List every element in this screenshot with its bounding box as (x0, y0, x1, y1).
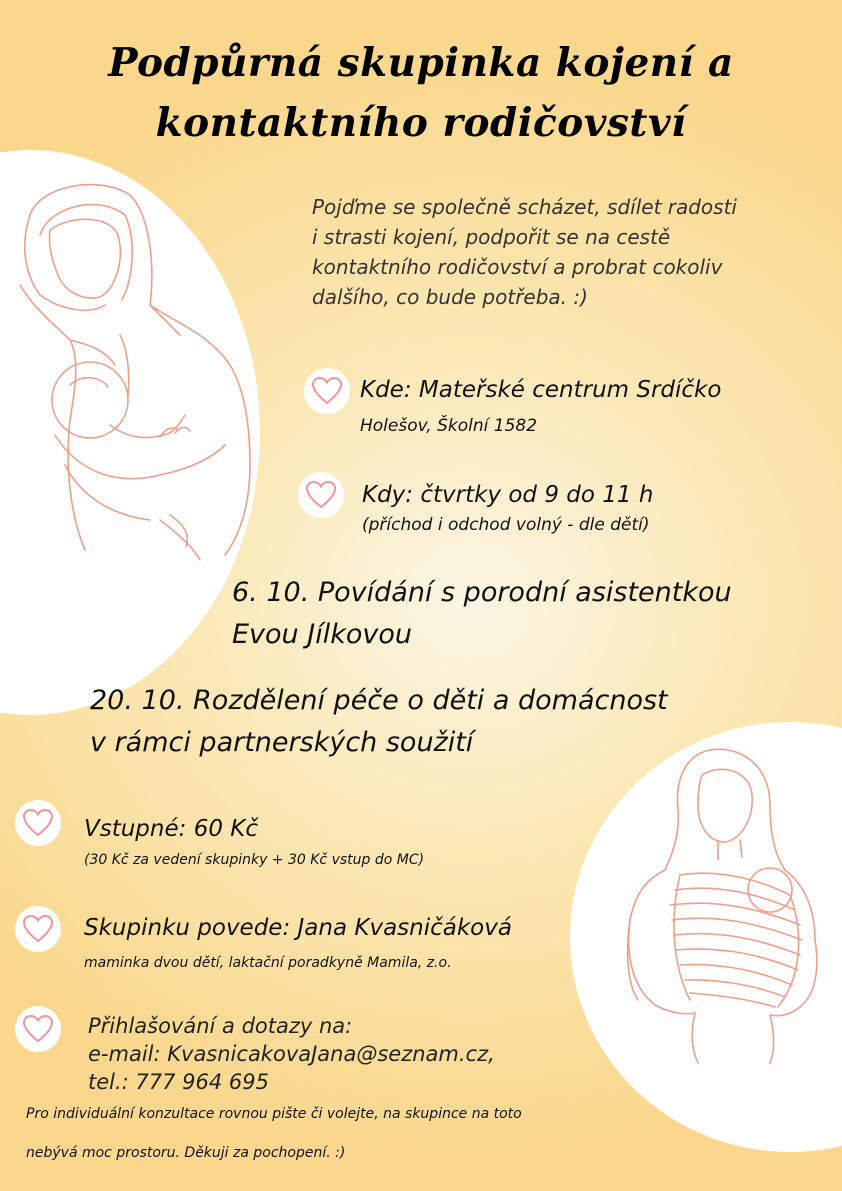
when-note: (příchod i odchod volný - dle dětí) (362, 515, 650, 535)
contact-block (88, 1012, 495, 1096)
intro-line-2: i strasti kojení, podpořit se na cestě (312, 225, 671, 249)
heart-icon (15, 800, 61, 846)
when-label: Kdy: čtvrtky od 9 do 11 h (362, 482, 654, 508)
babywearing-mother-illustration (610, 745, 840, 1065)
where-address: Holešov, Školní 1582 (360, 416, 538, 436)
poster-title-line-1: Podpůrná skupinka kojení a (108, 40, 734, 86)
where-label: Kde: Mateřské centrum Srdíčko (360, 377, 722, 403)
breastfeeding-mother-illustration (10, 175, 260, 575)
contact-heading: Přihlašování a dotazy na: (88, 1014, 353, 1038)
leader-note: maminka dvou dětí, laktační poradkyně Mamila, z.o. (84, 955, 452, 971)
heart-icon (304, 368, 350, 414)
event-1-line-1: 6. 10. Povídání s porodní asistentkou (232, 577, 732, 608)
fee-label: Vstupné: 60 Kč (84, 816, 259, 842)
contact-phone[interactable]: tel.: 777 964 695 (88, 1070, 270, 1094)
event-1-line-2: Evou Jílkovou (232, 619, 412, 650)
contact-email[interactable]: e-mail: KvasnicakovaJana@seznam.cz, (88, 1042, 495, 1066)
event-2-line-2: v rámci partnerských soužití (90, 727, 474, 758)
intro-line-1: Pojďme se společně scházet, sdílet radosti (312, 195, 737, 219)
heart-icon (298, 472, 344, 518)
footer-line-2: nebývá moc prostoru. Děkuji za pochopení. :) (26, 1145, 346, 1161)
heart-icon (15, 906, 61, 952)
footer-line-1: Pro individuální konzultace rovnou pište či volejte, na skupince na toto (26, 1106, 522, 1122)
event-2 (90, 680, 668, 764)
event-1 (232, 572, 732, 656)
intro-line-3: kontaktního rodičovství a probrat cokoliv (312, 255, 723, 279)
event-2-line-1: 20. 10. Rozdělení péče o děti a domácnost (90, 685, 668, 716)
intro-line-4: dalšího, co bude potřeba. :) (312, 285, 588, 309)
heart-icon (15, 1006, 61, 1052)
leader-label: Skupinku povede: Jana Kvasničáková (84, 915, 512, 941)
poster-title-line-2: kontaktního rodičovství (155, 100, 687, 146)
intro-paragraph (312, 192, 812, 312)
fee-note: (30 Kč za vedení skupinky + 30 Kč vstup do MC) (84, 852, 425, 868)
